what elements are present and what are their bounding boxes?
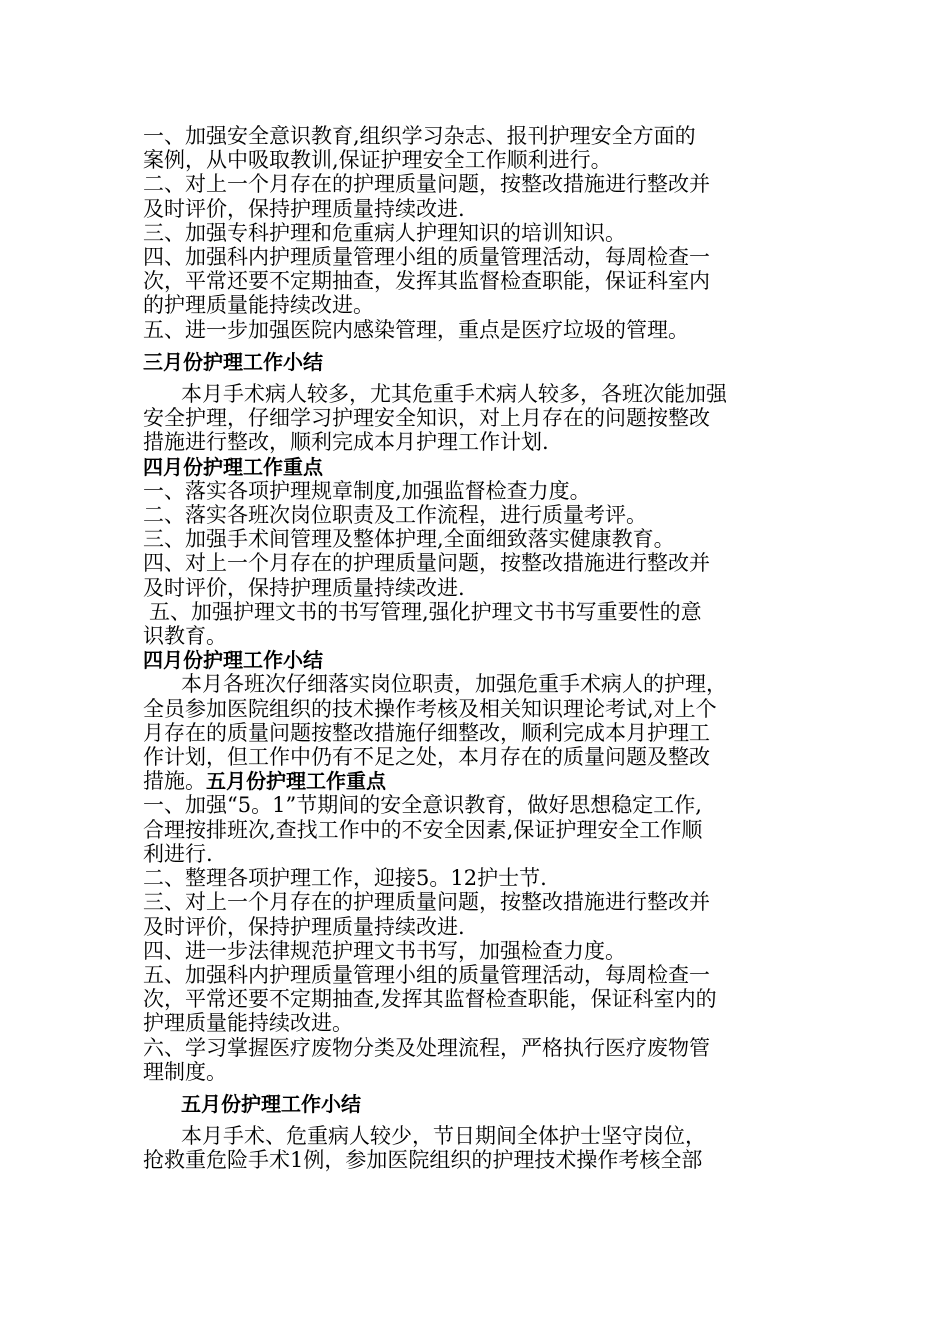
heading-april-focus: 四月份护理工作重点 <box>143 454 323 479</box>
text-line: 全员参加医院组织的技术操作考核及相关知识理论考试,对上个 <box>143 696 717 721</box>
section-may-summary <box>143 1124 815 1172</box>
text-line: 措施进行整改，顺利完成本月护理工作计划. <box>143 430 549 455</box>
text-line: 一、加强“5。1”节期间的安全意识教育，做好思想稳定工作, <box>143 793 702 818</box>
text-line: 五、加强护理文书的书写管理,强化护理文书书写重要性的意 <box>149 599 702 624</box>
text-line: 次，平常还要不定期抽查，发挥其监督检查职能，保证科室内 <box>143 269 710 294</box>
text-line: 三、加强专科护理和危重病人护理知识的培训知识。 <box>143 220 626 245</box>
text-line-with-heading <box>143 769 815 793</box>
text-fragment: 措施。 <box>143 769 206 794</box>
text-line: 二、对上一个月存在的护理质量问题，按整改措施进行整改并 <box>143 172 710 197</box>
text-line: 四、对上一个月存在的护理质量问题，按整改措施进行整改并 <box>143 551 710 576</box>
text-line: 三、加强手术间管理及整体护理,全面细致落实健康教育。 <box>143 527 675 552</box>
text-line: 一、落实各项护理规章制度,加强监督检查力度。 <box>143 478 591 503</box>
text-line: 二、整理各项护理工作，迎接5。12护士节. <box>143 866 547 891</box>
text-line: 一、加强安全意识教育,组织学习杂志、报刊护理安全方面的 <box>143 124 696 148</box>
text-line: 案例，从中吸取教训,保证护理安全工作顺利进行。 <box>143 148 612 173</box>
text-line: 及时评价，保持护理质量持续改进. <box>143 196 465 221</box>
heading-may-focus: 五月份护理工作重点 <box>206 769 386 794</box>
text-line: 的护理质量能持续改进。 <box>143 293 374 318</box>
text-line: 理制度。 <box>143 1059 227 1084</box>
text-line: 识教育。 <box>143 624 227 649</box>
heading-april-summary: 四月份护理工作小结 <box>143 648 323 673</box>
document-page <box>143 124 815 1173</box>
text-line: 月存在的质量问题按整改措施仔细整改，顺利完成本月护理工 <box>143 720 710 745</box>
text-line: 及时评价，保持护理质量持续改进. <box>143 575 465 600</box>
text-line: 安全护理，仔细学习护理安全知识，对上月存在的问题按整改 <box>143 406 710 431</box>
text-line: 五、加强科内护理质量管理小组的质量管理活动，每周检查一 <box>143 962 710 987</box>
section-april-focus-list <box>143 479 815 648</box>
text-line: 四、进一步法律规范护理文书书写，加强检查力度。 <box>143 938 626 963</box>
section-april-summary <box>143 672 815 793</box>
text-line: 本月手术病人较多，尤其危重手术病人较多，各班次能加强 <box>181 382 727 407</box>
section-march-focus-list <box>143 124 815 342</box>
text-line: 本月各班次仔细落实岗位职责，加强危重手术病人的护理， <box>181 672 727 697</box>
text-line: 二、落实各班次岗位职责及工作流程，进行质量考评。 <box>143 503 647 528</box>
text-line: 作计划，但工作中仍有不足之处，本月存在的质量问题及整改 <box>143 745 710 770</box>
heading-may-summary: 五月份护理工作小结 <box>181 1091 361 1116</box>
text-line: 三、对上一个月存在的护理质量问题，按整改措施进行整改并 <box>143 890 710 915</box>
text-line: 五、进一步加强医院内感染管理，重点是医疗垃圾的管理。 <box>143 317 689 342</box>
text-line: 及时评价，保持护理质量持续改进. <box>143 914 465 939</box>
text-line: 合理按排班次,查找工作中的不安全因素,保证护理安全工作顺 <box>143 817 703 842</box>
section-march-summary <box>143 382 815 455</box>
text-line: 抢救重危险手术1例，参加医院组织的护理技术操作考核全部 <box>143 1148 703 1173</box>
heading-march-summary: 三月份护理工作小结 <box>143 349 323 374</box>
text-line: 利进行. <box>143 841 213 866</box>
text-line: 护理质量能持续改进。 <box>143 1011 353 1036</box>
text-line: 六、学习掌握医疗废物分类及处理流程，严格执行医疗废物管 <box>143 1035 710 1060</box>
text-line: 四、加强科内护理质量管理小组的质量管理活动，每周检查一 <box>143 245 710 270</box>
text-line: 次，平常还要不定期抽查,发挥其监督检查职能，保证科室内的 <box>143 987 717 1012</box>
text-line: 本月手术、危重病人较少，节日期间全体护士坚守岗位， <box>181 1124 706 1149</box>
section-may-focus-list <box>143 793 815 1083</box>
